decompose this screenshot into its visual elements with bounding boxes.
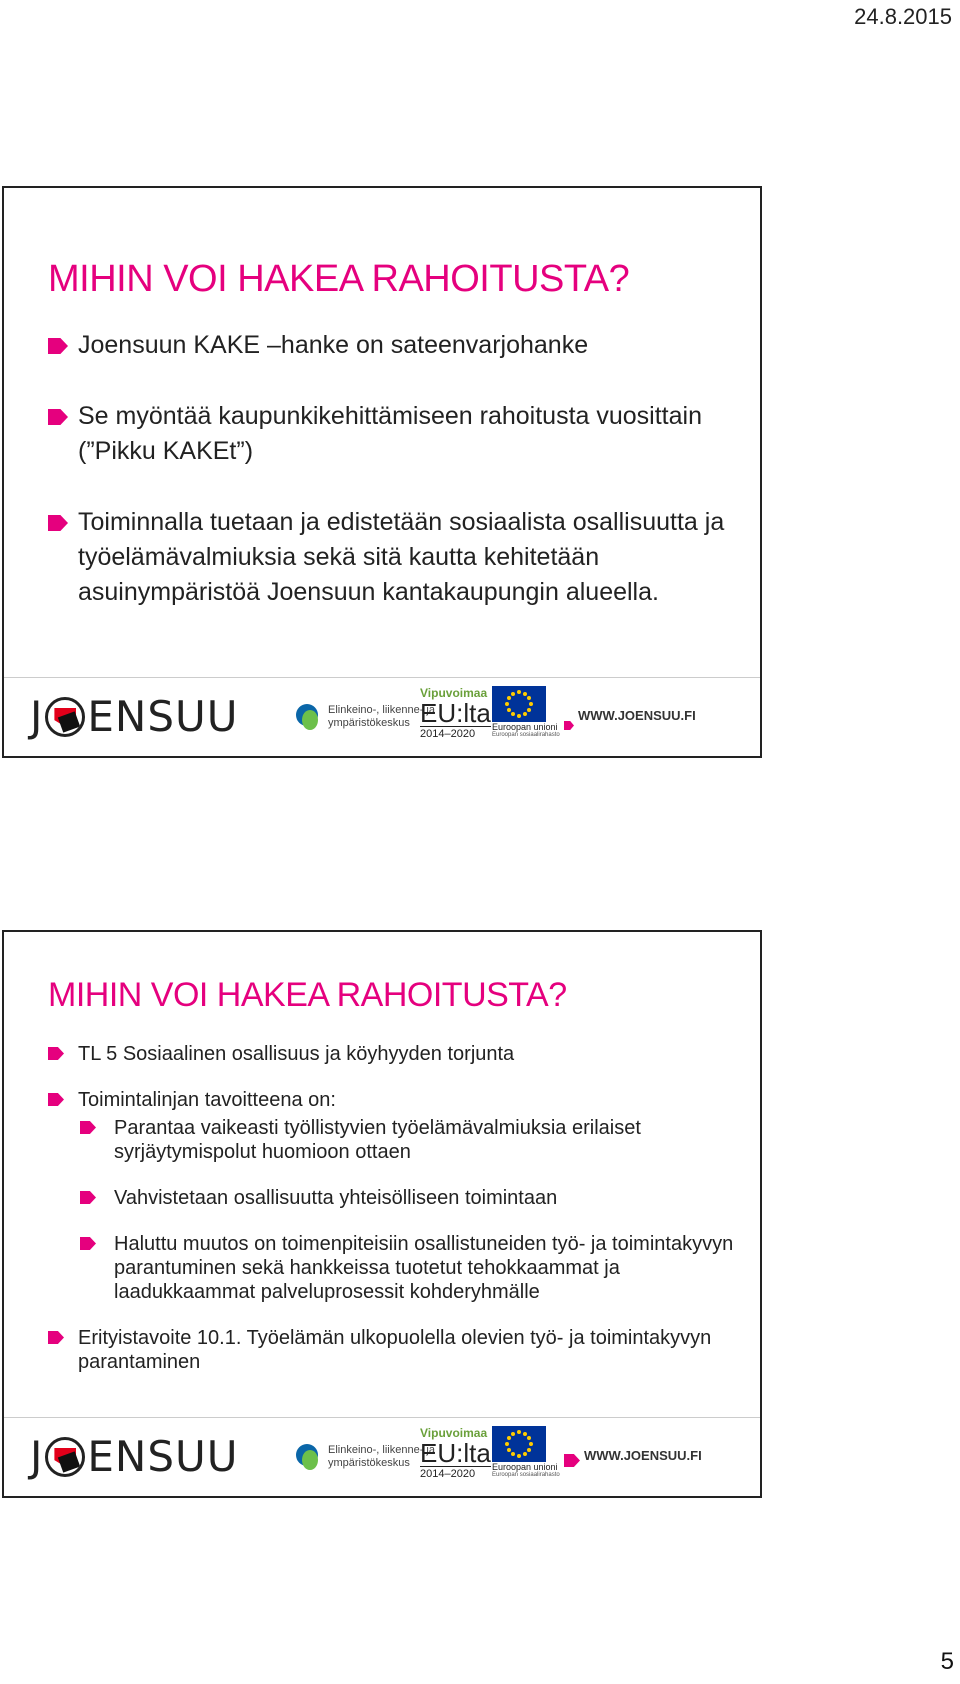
ely-logo [296, 700, 435, 734]
eu-star-icon [505, 702, 509, 706]
ely-logo [296, 1440, 435, 1474]
bullet-arrow-icon [48, 515, 68, 531]
eu-star-icon [517, 714, 521, 718]
website-link[interactable] [564, 1448, 702, 1463]
eu-star-icon [523, 692, 527, 696]
sub-bullet-text: Vahvistetaan osallisuutta yhteisölliseen toimintaan [114, 1187, 558, 1209]
page-date: 24.8.2015 [854, 4, 952, 29]
bullet-item [48, 399, 740, 469]
bullet-arrow-icon [48, 338, 68, 354]
eu-star-icon [517, 1430, 521, 1434]
joensuu-crest-icon [45, 1437, 85, 1477]
logo-text: ENSUU [87, 1432, 239, 1481]
logo-letter: J [30, 1432, 44, 1481]
bullet-item [48, 1088, 740, 1304]
slide-title: MIHIN VOI HAKEA RAHOITUSTA? [48, 976, 567, 1014]
eu-star-icon [507, 1448, 511, 1452]
eu-star-icon [527, 1448, 531, 1452]
eu-star-icon [523, 712, 527, 716]
bullet-list [48, 1042, 740, 1396]
website-text: WWW.JOENSUU.FI [578, 708, 696, 723]
sub-bullet-item [78, 1116, 740, 1164]
eu-star-icon [523, 1452, 527, 1456]
eu-star-icon [527, 708, 531, 712]
bullet-arrow-icon [48, 1331, 64, 1344]
eu-star-icon [505, 1442, 509, 1446]
website-text: WWW.JOENSUU.FI [584, 1448, 702, 1463]
ely-line-1: Elinkeino-, liikenne- ja [328, 704, 435, 716]
eu-star-icon [511, 1432, 515, 1436]
eu-star-icon [511, 692, 515, 696]
eu-star-icon [529, 702, 533, 706]
eu-star-icon [511, 1452, 515, 1456]
eu-star-icon [523, 1432, 527, 1436]
logo-text: ENSUU [87, 692, 239, 741]
bullet-arrow-icon [80, 1237, 96, 1250]
vipuvoimaa-logo [420, 686, 491, 740]
bullet-item [48, 505, 740, 610]
eu-star-icon [507, 1436, 511, 1440]
bullet-text: TL 5 Sosiaalinen osallisuus ja köyhyyden torjunta [78, 1043, 515, 1065]
sub-bullet-text: Parantaa vaikeasti työllistyvien työelämävalmiuksia erilaiset syrjäytymispolut huomioon ottaen [114, 1117, 641, 1163]
joensuu-logo [30, 1432, 239, 1481]
eu-name: Euroopan unioni [492, 1462, 558, 1472]
eu-logo [492, 1426, 560, 1478]
bullet-text: Joensuun KAKE –hanke on sateenvarjohanke [78, 331, 589, 359]
sub-bullet-text: Haluttu muutos on toimenpiteisiin osallistuneiden työ- ja toimintakyvyn parantuminen sekä hankkeissa tuotetut tehokkaammat ja laadukkaammat palveluprosessit kohderyhmälle [114, 1233, 734, 1303]
eu-fund: Euroopan sosiaalirahasto [492, 732, 560, 738]
ely-line-2: ympäristökeskus [328, 1457, 410, 1469]
eu-star-icon [517, 1454, 521, 1458]
eulta-text: EU:lta [420, 1438, 491, 1468]
ely-line-2: ympäristökeskus [328, 717, 410, 729]
bullet-text: Se myöntää kaupunkikehittämiseen rahoitusta vuosittain (”Pikku KAKEt”) [78, 402, 702, 465]
eu-star-icon [527, 1436, 531, 1440]
logo-letter: J [30, 692, 44, 741]
joensuu-crest-icon [45, 697, 85, 737]
eu-flag-icon [492, 1426, 546, 1462]
ely-logo-icon [296, 1440, 322, 1474]
bullet-item [48, 328, 740, 363]
sub-bullet-item [78, 1232, 740, 1304]
bullet-arrow-icon [80, 1121, 96, 1134]
ely-logo-icon [296, 700, 322, 734]
years-text: 2014–2020 [420, 1466, 491, 1480]
bullet-text: Erityistavoite 10.1. Työelämän ulkopuolella olevien työ- ja toimintakyvyn parantaminen [78, 1327, 712, 1373]
vipuvoimaa-text: Vipuvoimaa [420, 1426, 488, 1440]
slide-2 [2, 930, 762, 1498]
bullet-text: Toiminnalla tuetaan ja edistetään sosiaalista osallisuutta ja työelämävalmiuksia sekä sitä kautta kehitetään asuinympäristöä Joensuun kantakaupungin alueella. [78, 508, 725, 606]
bullet-arrow-icon [564, 1454, 580, 1467]
bullet-arrow-icon [48, 1047, 64, 1060]
slide-title: MIHIN VOI HAKEA RAHOITUSTA? [48, 258, 630, 300]
bullet-arrow-icon [48, 409, 68, 425]
page-number: 5 [940, 1648, 954, 1675]
eu-fund: Euroopan sosiaalirahasto [492, 1472, 560, 1478]
bullet-arrow-icon [564, 721, 574, 730]
sub-bullet-item [78, 1186, 740, 1210]
eu-star-icon [529, 1442, 533, 1446]
bullet-list [48, 328, 740, 646]
bullet-arrow-icon [80, 1191, 96, 1204]
website-link[interactable] [564, 708, 696, 723]
eu-star-icon [517, 690, 521, 694]
slide-1 [2, 186, 762, 758]
eu-star-icon [527, 696, 531, 700]
eu-star-icon [507, 708, 511, 712]
bullet-item [48, 1326, 740, 1374]
eu-logo [492, 686, 560, 738]
eu-name: Euroopan unioni [492, 722, 558, 732]
years-text: 2014–2020 [420, 726, 491, 740]
eulta-text: EU:lta [420, 698, 491, 728]
vipuvoimaa-text: Vipuvoimaa [420, 686, 488, 700]
joensuu-logo [30, 692, 239, 741]
ely-line-1: Elinkeino-, liikenne- ja [328, 1444, 435, 1456]
eu-star-icon [507, 696, 511, 700]
sub-bullet-list [78, 1116, 740, 1304]
eu-flag-icon [492, 686, 546, 722]
eu-star-icon [511, 712, 515, 716]
bullet-item [48, 1042, 740, 1066]
vipuvoimaa-logo [420, 1426, 491, 1480]
bullet-arrow-icon [48, 1093, 64, 1106]
slide-footer [4, 677, 760, 756]
bullet-text: Toimintalinjan tavoitteena on: [78, 1089, 336, 1111]
slide-footer [4, 1417, 760, 1496]
